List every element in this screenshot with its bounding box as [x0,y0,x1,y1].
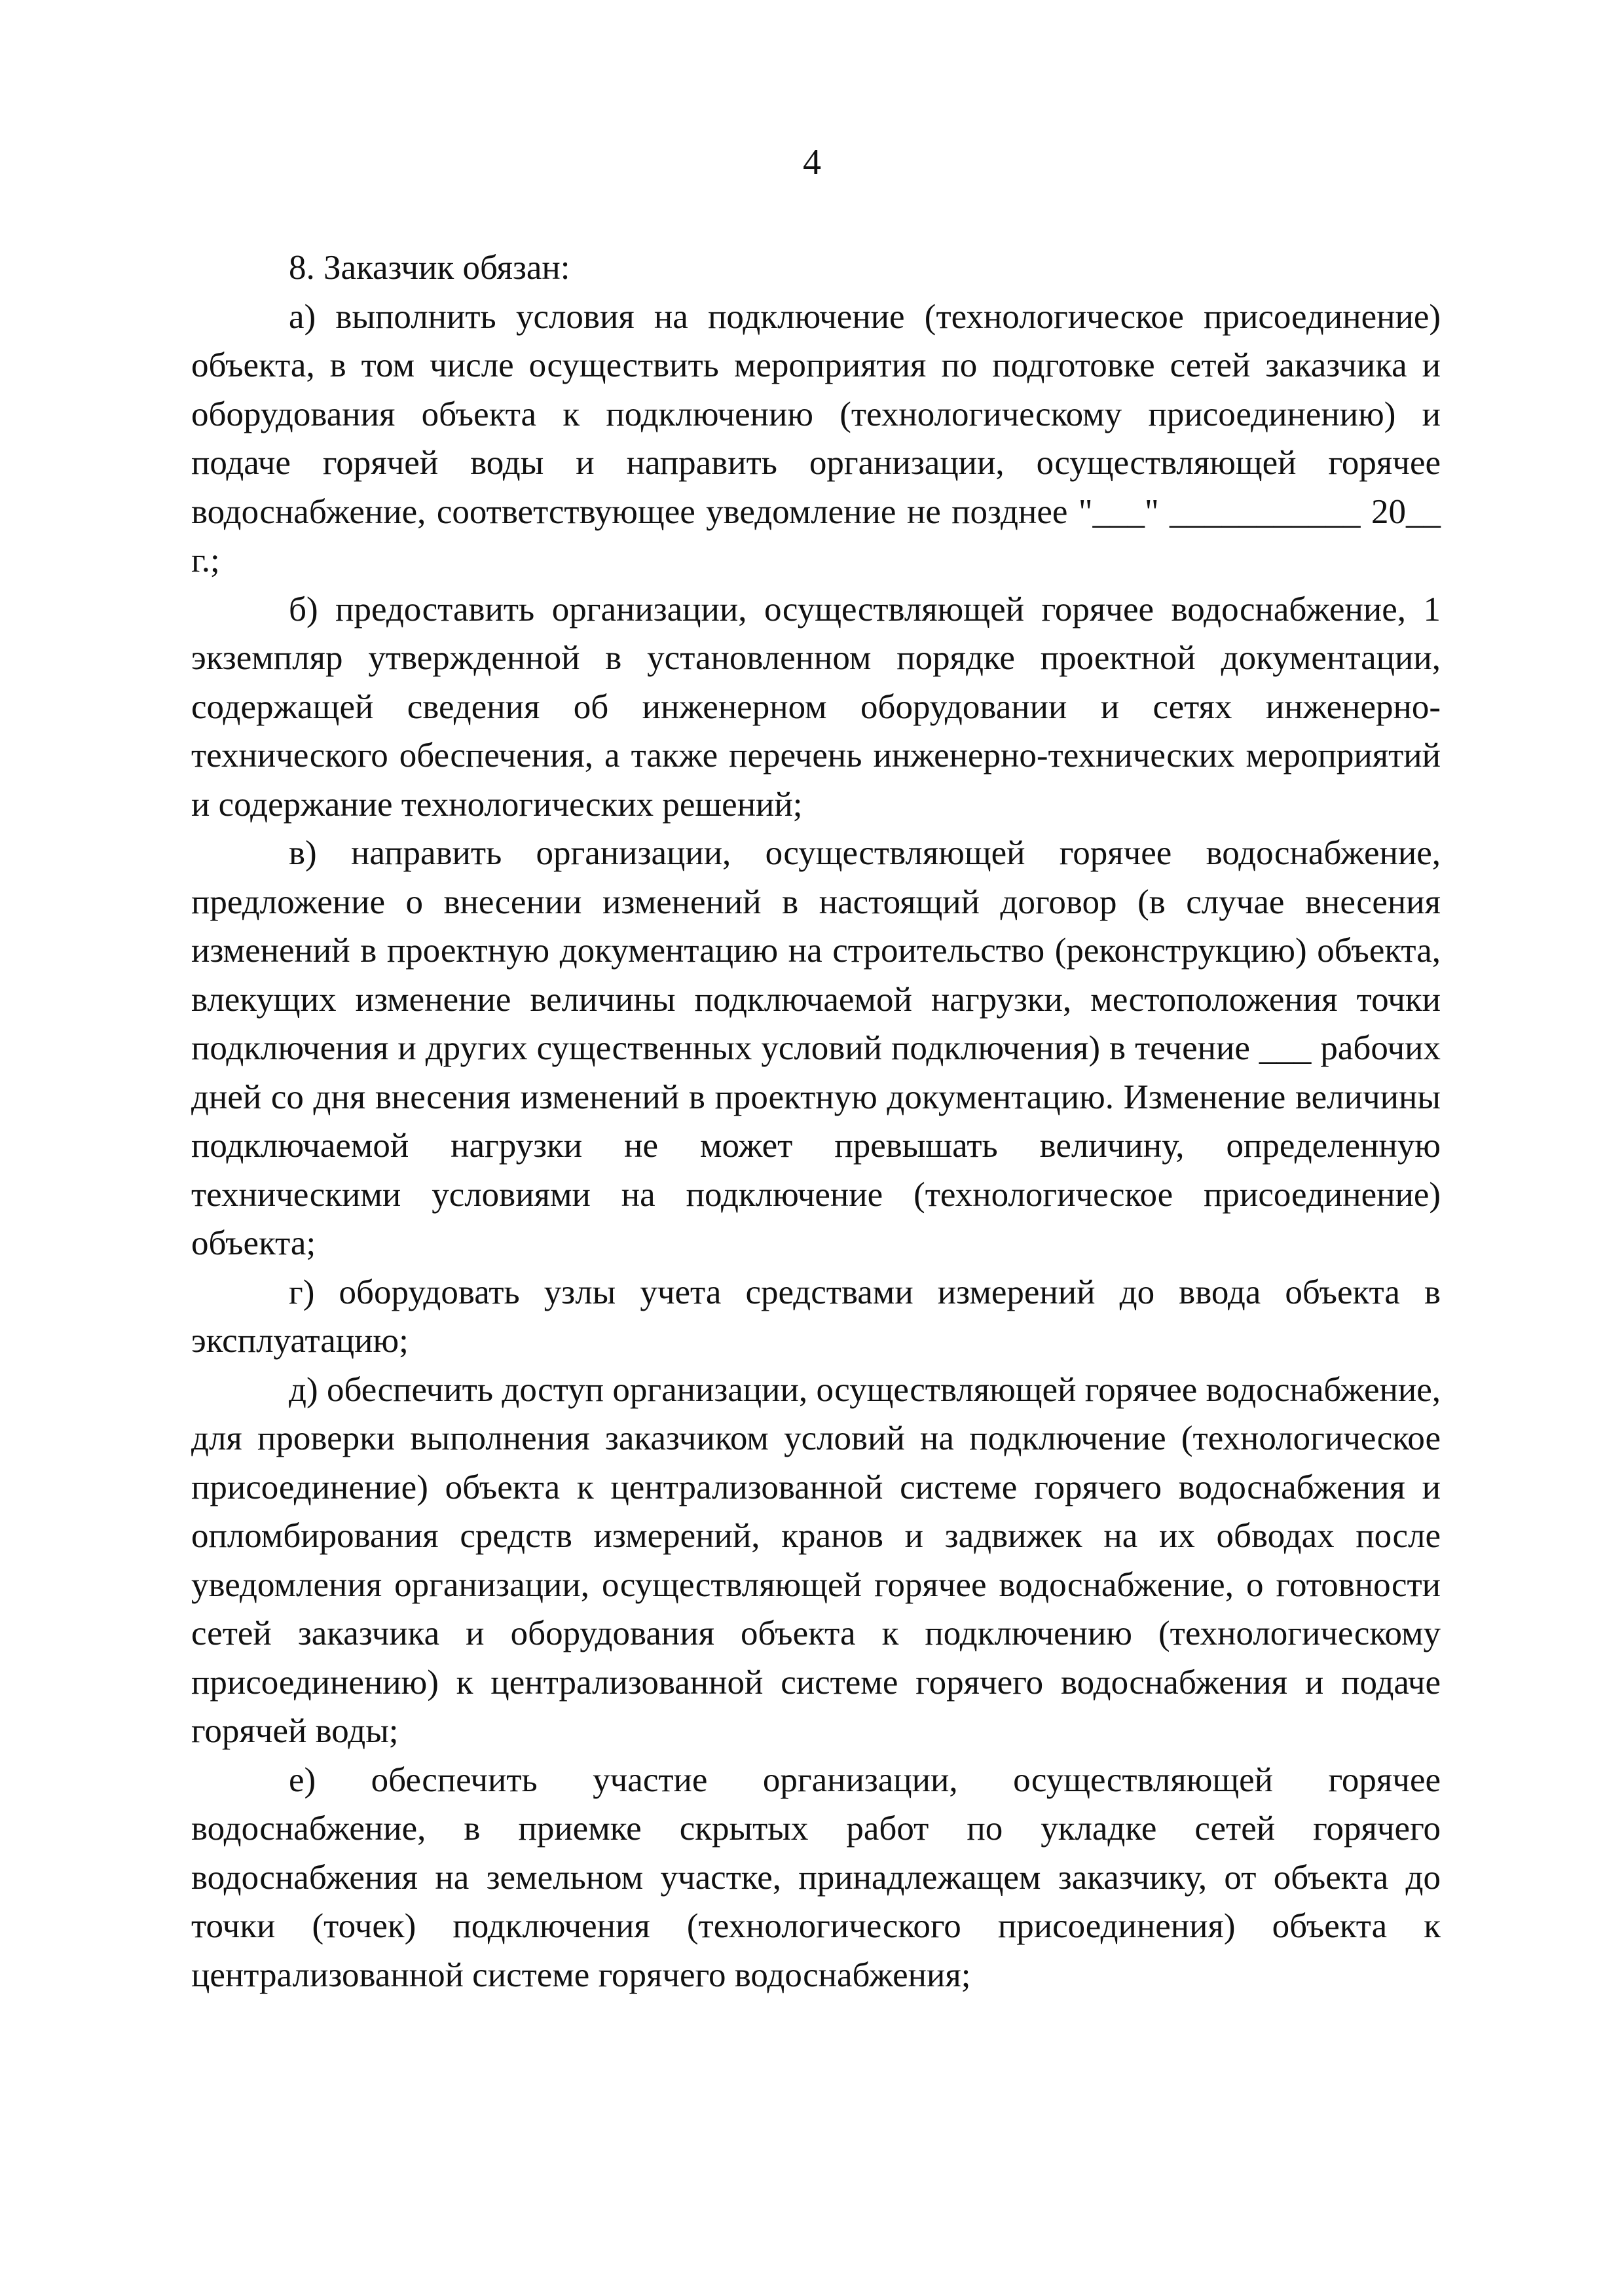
clause-a: а) выполнить условия на подключение (технологическое присоединение) объекта, в том числе осуществить мероприятия по подготовке сетей заказчика и оборудования объекта к подключению (технологическому присоединению) и подаче горячей воды и направить организации, осуществляющей горячее водоснабжение, соответствующее уведомление не позднее "___" ___________ 20__ г.; [191,297,1441,579]
clause-g: г) оборудовать узлы учета средствами измерений до ввода объекта в эксплуатацию; [191,1273,1441,1360]
clause-b: б) предоставить организации, осуществляющей горячее водоснабжение, 1 экземпляр утвержденной в установленном порядке проектной документации, содержащей сведения об инженерном оборудовании и сетях инженерно-технического обеспечения, а также перечень инженерно-технических мероприятий и содержание технологических решений; [191,590,1441,824]
page-number: 4 [803,142,821,183]
clause-v: в) направить организации, осуществляющей горячее водоснабжение, предложение о внесении изменений в настоящий договор (в случае внесения изменений в проектную документацию на строительство (реконструкцию) объекта, влекущих изменение величины подключаемой нагрузки, местоположения точки подключения и других существенных условий подключения) в течение ___ рабочих дней со дня внесения изменений в проектную документацию. Изменение величины подключаемой нагрузки не может превышать величину, определенную техническими условиями на подключение (технологическое присоединение) объекта; [191,834,1441,1262]
document-body [191,244,1441,1999]
clause-d: д) обеспечить доступ организации, осуществляющей горячее водоснабжение, для проверки выполнения заказчиком условий на подключение (технологическое присоединение) объекта к централизованной системе горячего водоснабжения и опломбирования средств измерений, кранов и задвижек на их обводах после уведомления организации, осуществляющей горячее водоснабжение, о готовности сетей заказчика и оборудования объекта к подключению (технологическому присоединению) к централизованной системе горячего водоснабжения и подаче горячей воды; [191,1370,1441,1750]
clause-e: е) обеспечить участие организации, осуществляющей горячее водоснабжение, в приемке скрытых работ по укладке сетей горячего водоснабжения на земельном участке, принадлежащем заказчику, от объекта до точки (точек) подключения (технологического присоединения) объекта к централизованной системе горячего водоснабжения; [191,1760,1441,1994]
section-heading: 8. Заказчик обязан: [289,249,570,287]
